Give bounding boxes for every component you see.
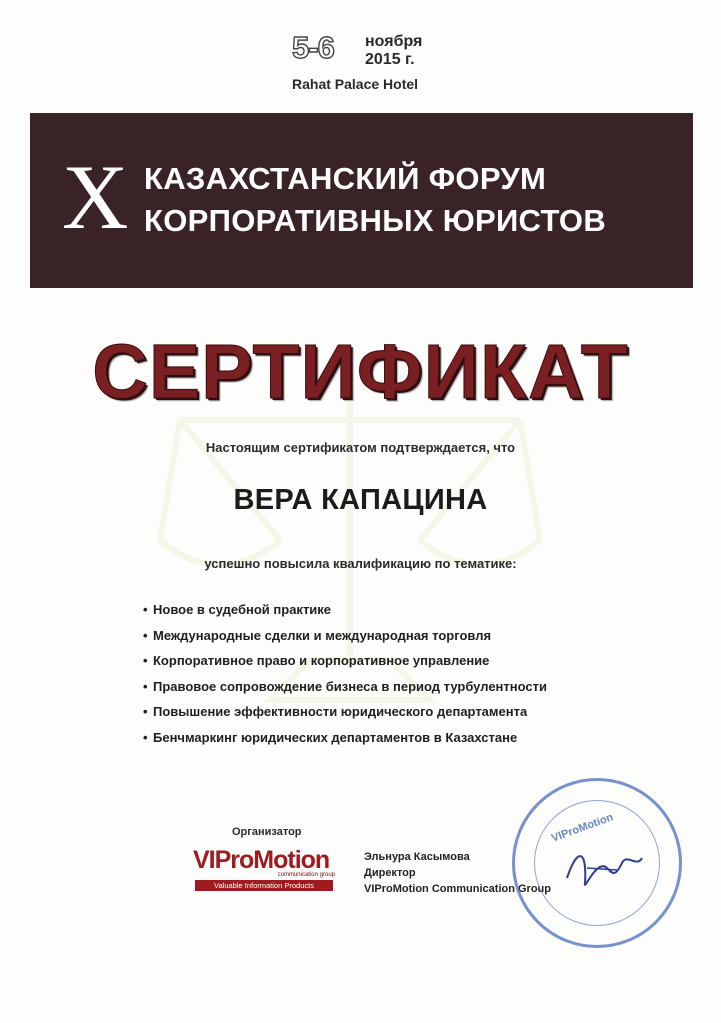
topic-item: • Правовое сопровождение бизнеса в период турбулентности xyxy=(143,677,547,703)
stamp-text: VIProMotion xyxy=(549,811,615,845)
logo-wordmark: VIProMotion xyxy=(193,846,330,874)
logo-subtitle: communication group xyxy=(277,872,335,878)
bullet-icon: • xyxy=(143,602,148,617)
topic-item: • Повышение эффективности юридического департамента xyxy=(143,702,547,728)
topic-item: • Международные сделки и международная торговля xyxy=(143,626,547,652)
event-venue: Rahat Palace Hotel xyxy=(292,76,419,92)
certificate-title: СЕРТИФИКАТ xyxy=(92,329,629,415)
topic-item: • Корпоративное право и корпоративное управление xyxy=(143,651,547,677)
forum-banner xyxy=(30,113,693,288)
forum-title-line1: КАЗАХСТАНСКИЙ ФОРУМ xyxy=(144,161,547,196)
official-stamp xyxy=(512,778,682,948)
forum-title-line2: КОРПОРАТИВНЫХ ЮРИСТОВ xyxy=(144,203,607,238)
organizer-logo xyxy=(193,846,343,894)
signature-icon xyxy=(557,838,647,898)
organizer-label: Организатор xyxy=(232,826,302,838)
signer-name: Эльнура Касымова xyxy=(364,851,470,863)
event-date-block xyxy=(292,30,442,96)
bullet-icon: • xyxy=(143,653,148,669)
recipient-name: ВЕРА КАПАЦИНА xyxy=(233,484,488,516)
topic-item: • Бенчмаркинг юридических департаментов в Казахстане xyxy=(143,728,547,754)
signer-position: Директор xyxy=(364,867,416,879)
bullet-icon: • xyxy=(143,627,148,643)
bullet-icon: • xyxy=(143,729,148,745)
qualification-text: успешно повысила квалификацию по тематике: xyxy=(204,556,517,571)
confirmation-text: Настоящим сертификатом подтверждается, что xyxy=(205,440,516,455)
event-dates: 5-6 xyxy=(292,30,334,65)
bullet-icon: • xyxy=(143,678,148,694)
bullet-icon: • xyxy=(143,704,148,720)
signer-company: VIProMotion Communication Group xyxy=(364,883,551,895)
topic-item: • Новое в судебной практике xyxy=(143,600,547,626)
logo-tagline: Valuable Information Products xyxy=(214,881,314,890)
logo-tagline-bar xyxy=(195,880,333,891)
event-month: ноября xyxy=(365,33,423,50)
topics-list xyxy=(143,600,547,754)
event-year: 2015 г. xyxy=(365,51,415,68)
forum-edition-numeral: X xyxy=(62,146,129,248)
